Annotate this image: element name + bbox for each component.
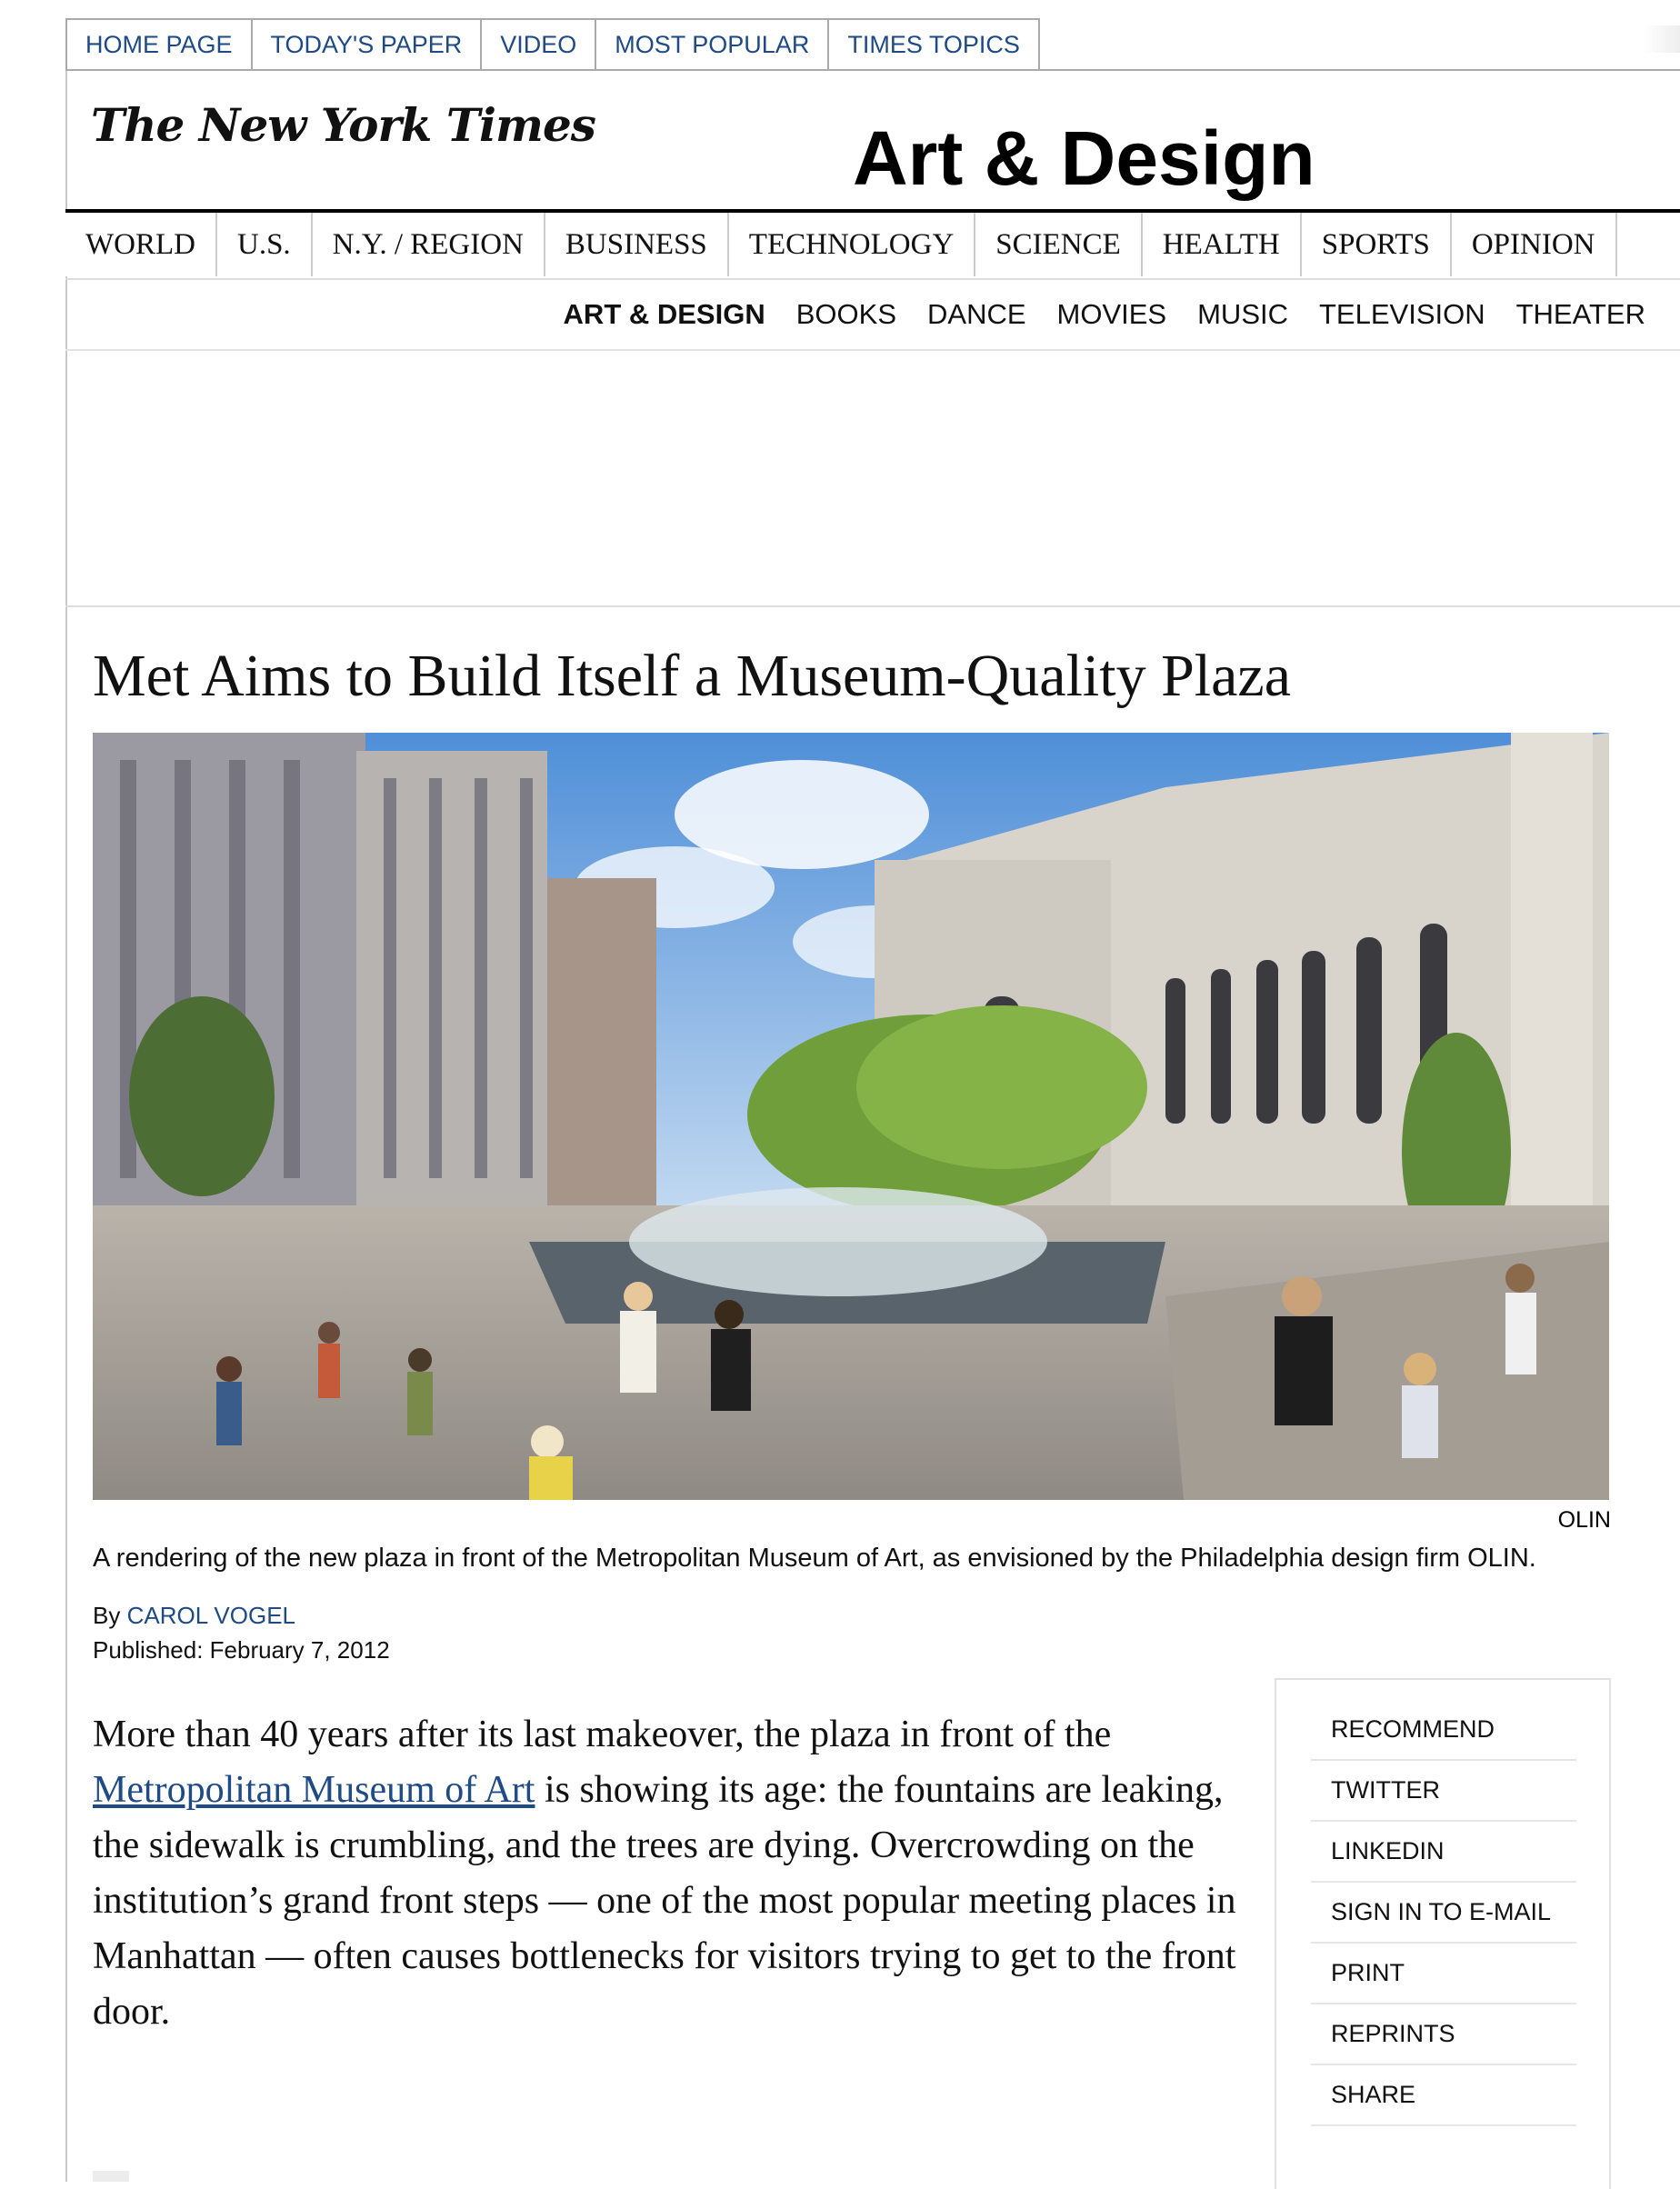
metropolitan-museum-link[interactable]: Metropolitan Museum of Art bbox=[93, 1769, 535, 1811]
masthead-top-rule bbox=[65, 69, 1680, 71]
nav-us[interactable]: U.S. bbox=[217, 213, 313, 276]
nyt-logo[interactable]: The New York Times bbox=[91, 98, 595, 152]
section-title: Art & Design bbox=[853, 115, 1315, 201]
tab-most-popular[interactable]: MOST POPULAR bbox=[595, 18, 827, 71]
photo-credit: OLIN bbox=[1557, 1507, 1611, 1533]
primary-section-nav bbox=[65, 213, 1617, 278]
article-paragraph bbox=[93, 1707, 1275, 2040]
byline bbox=[93, 1602, 295, 1630]
nav-technology[interactable]: TECHNOLOGY bbox=[729, 213, 975, 276]
share-tools-list bbox=[1311, 1700, 1576, 2126]
nav-opinion[interactable]: OPINION bbox=[1452, 213, 1617, 276]
print-button[interactable]: PRINT bbox=[1311, 1944, 1576, 2004]
subnav-movies[interactable]: MOVIES bbox=[1056, 298, 1167, 330]
subnav-art-design[interactable]: ART & DESIGN bbox=[563, 298, 765, 330]
share-button[interactable]: SHARE bbox=[1311, 2065, 1576, 2126]
nav-business[interactable]: BUSINESS bbox=[545, 213, 729, 276]
secondary-section-nav bbox=[564, 298, 1645, 331]
email-button[interactable]: SIGN IN TO E-MAIL bbox=[1311, 1883, 1576, 1944]
tab-times-topics[interactable]: TIMES TOPICS bbox=[827, 18, 1040, 71]
nav-ny-region[interactable]: N.Y. / REGION bbox=[313, 213, 545, 276]
subnav-dance[interactable]: DANCE bbox=[927, 298, 1026, 330]
faded-bottom-element bbox=[93, 2171, 129, 2182]
ad-space bbox=[67, 351, 1680, 605]
nav-world[interactable]: WORLD bbox=[65, 213, 217, 276]
share-tools-panel bbox=[1275, 1678, 1611, 2189]
twitter-button[interactable]: TWITTER bbox=[1311, 1761, 1576, 1822]
nav-science[interactable]: SCIENCE bbox=[975, 213, 1143, 276]
byline-prefix: By bbox=[93, 1602, 121, 1629]
subnav-television[interactable]: TELEVISION bbox=[1319, 298, 1485, 330]
tab-todays-paper[interactable]: TODAY'S PAPER bbox=[251, 18, 481, 71]
paragraph-text-end: is showing its age: the fountains are leaking, the sidewalk is crumbling, and the trees are dying. Overcrowding on the institution’s grand front steps — one of the most popular meeting places in Manhattan — often causes bottlenecks for visitors trying to get to the front door. bbox=[93, 1769, 1236, 2033]
reprints-button[interactable]: REPRINTS bbox=[1311, 2004, 1576, 2065]
top-right-fragment bbox=[1644, 25, 1680, 53]
nav-health[interactable]: HEALTH bbox=[1143, 213, 1302, 276]
article-body bbox=[93, 1707, 1275, 2040]
ad-rule bbox=[65, 605, 1680, 607]
top-utility-nav bbox=[65, 18, 1040, 69]
primary-nav-rule bbox=[65, 278, 1680, 280]
linkedin-button[interactable]: LINKEDIN bbox=[1311, 1822, 1576, 1883]
author-link[interactable]: CAROL VOGEL bbox=[126, 1602, 296, 1629]
page-left-border bbox=[65, 18, 67, 2182]
tab-video[interactable]: VIDEO bbox=[480, 18, 595, 71]
article-headline: Met Aims to Build Itself a Museum-Quality Plaza bbox=[93, 643, 1292, 709]
subnav-books[interactable]: BOOKS bbox=[795, 298, 896, 330]
paragraph-text-start: More than 40 years after its last makeover, the plaza in front of the bbox=[93, 1714, 1112, 1755]
photo-caption: A rendering of the new plaza in front of the Metropolitan Museum of Art, as envisioned by the Philadelphia design firm OLIN. bbox=[93, 1544, 1536, 1573]
article-photo[interactable] bbox=[93, 733, 1609, 1500]
nav-sports[interactable]: SPORTS bbox=[1302, 213, 1452, 276]
subnav-theater[interactable]: THEATER bbox=[1515, 298, 1645, 330]
tab-home-page[interactable]: HOME PAGE bbox=[65, 18, 251, 71]
subnav-music[interactable]: MUSIC bbox=[1197, 298, 1288, 330]
published-date: Published: February 7, 2012 bbox=[93, 1636, 390, 1664]
recommend-button[interactable]: RECOMMEND bbox=[1311, 1700, 1576, 1761]
